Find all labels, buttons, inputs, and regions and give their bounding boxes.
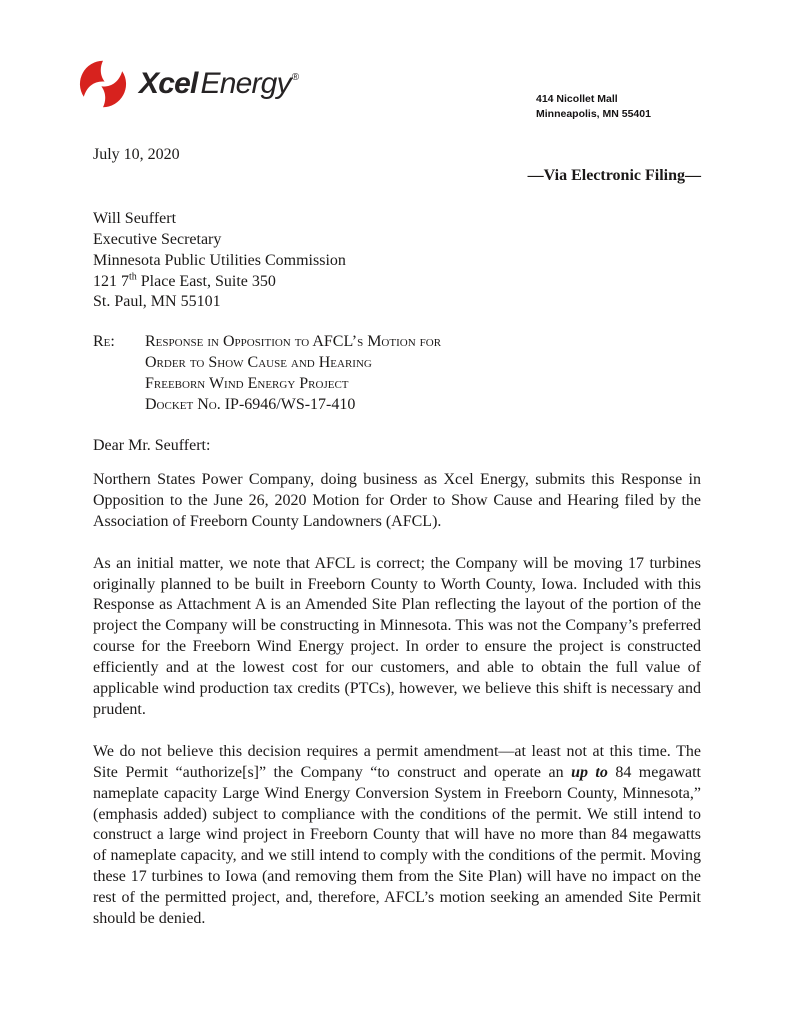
- brand-wordmark: [139, 69, 298, 99]
- xcel-swirl-icon: [79, 60, 127, 108]
- paragraph-3: We do not believe this decision requires a permit amendment—at least not at this time. The Site Permit “authorize[s]” the Company “to construct and operate an up to 84 megawatt nameplate capacity Large Wind Energy Conversion System in Freeborn County, Minnesota,” (emphasis added) subject to compliance with the conditions of the permit. We still intend to construct a large wind project in Freeborn County that will have no more than 84 megawatts of nameplate capacity, and we still intend to comply with the conditions of the permit. Moving these 17 turbines to Iowa (and removing them from the Site Plan) will have no impact on the rest of the permitted project, and, therefore, AFCL’s motion seeking an amended Site Permit should be denied.: [93, 742, 702, 928]
- brand-xcel: Xcel: [139, 67, 198, 100]
- re-line-4: Docket No. IP-6946/WS-17-410: [145, 396, 356, 414]
- company-address-line2: Minneapolis, MN 55401: [536, 108, 651, 120]
- paragraph-2: As an initial matter, we note that AFCL is correct; the Company will be moving 17 turbines originally planned to be built in Freeborn County to Worth County, Iowa. Included with this Response as Attachment A is an Amended Site Plan reflecting the layout of the portion of the project the Company will be constructing in Minnesota. This was not the Company’s preferred course for the Freeborn Wind Energy project. In order to ensure the project is constructed efficiently and at the lowest cost for our customers, and able to obtain the full value of applicable wind production tax credits (PTCs), however, we believe this shift is necessary and prudent.: [93, 554, 701, 718]
- re-line-3: Freeborn Wind Energy Project: [145, 375, 349, 393]
- recipient-street: 121 7th Place East, Suite 350: [93, 271, 276, 290]
- re-lines: [145, 332, 441, 416]
- re-line-1: Response in Opposition to AFCL’s Motion for: [145, 333, 442, 351]
- filing-notice: —Via Electronic Filing—: [527, 166, 701, 184]
- brand-energy: Energy: [200, 67, 291, 100]
- letter-content: [93, 145, 701, 930]
- re-label: Re:: [93, 333, 115, 351]
- company-address-line1: 414 Nicollet Mall: [536, 93, 618, 105]
- re-line-2: Order to Show Cause and Hearing: [145, 354, 372, 372]
- salutation: Dear Mr. Seuffert:: [93, 436, 211, 454]
- recipient-title: Executive Secretary: [93, 230, 222, 248]
- recipient-organization: Minnesota Public Utilities Commission: [93, 251, 346, 269]
- registered-mark: ®: [291, 72, 299, 83]
- recipient-city-state-zip: St. Paul, MN 55101: [93, 293, 221, 311]
- paragraph-1: Northern States Power Company, doing business as Xcel Energy, submits this Response in Opposition to the June 26, 2020 Motion for Order to Show Cause and Hearing filed by the Association of Freeborn County Landowners (AFCL).: [93, 470, 701, 530]
- xcel-energy-logo: [79, 60, 298, 108]
- letter-date: July 10, 2020: [93, 146, 180, 163]
- recipient-address-block: [93, 209, 701, 314]
- emphasized-phrase: up to: [571, 763, 608, 781]
- subject-block: [93, 332, 701, 416]
- company-address: [536, 92, 651, 122]
- ordinal-suffix: th: [129, 271, 137, 283]
- recipient-name: Will Seuffert: [93, 209, 177, 227]
